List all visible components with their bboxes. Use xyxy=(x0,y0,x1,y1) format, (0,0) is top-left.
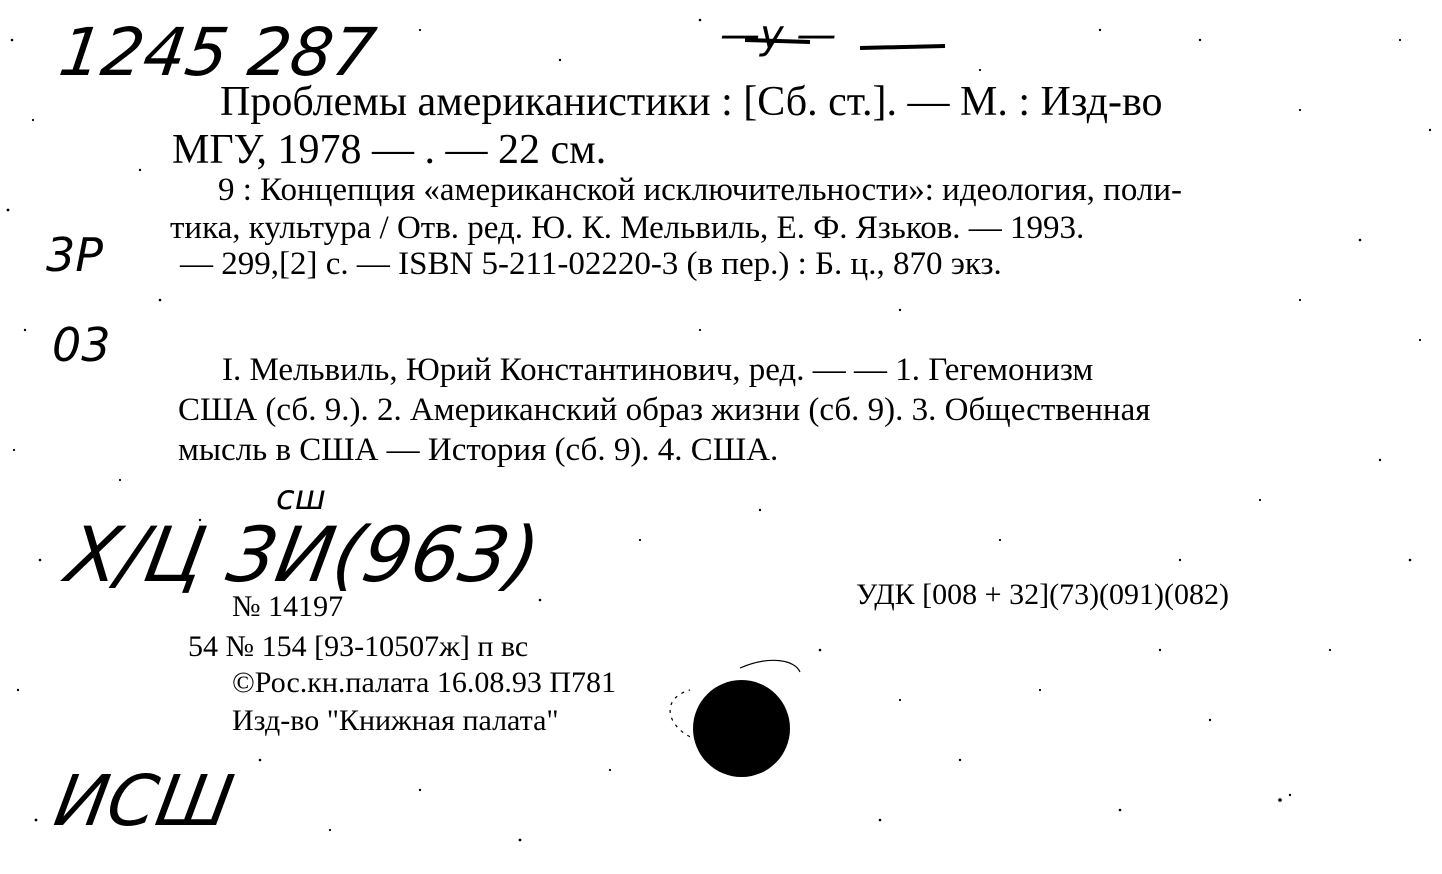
publisher-line: Изд-во "Книжная палата" xyxy=(232,704,559,737)
handwritten-bottom-code: ИСШ xyxy=(48,760,240,842)
registration-line: 54 № 154 [93-10507ж] п вс xyxy=(188,630,529,663)
copyright-line: ©Рос.кн.палата 16.08.93 П781 xyxy=(232,666,617,699)
tracing-line-1: I. Мельвиль, Юрий Константинович, ред. — — 1. Гегемонизм xyxy=(222,352,1094,388)
udk-classification: УДК [008 + 32](73)(091)(082) xyxy=(856,578,1230,611)
handwritten-shelfmark-superscript: сш xyxy=(276,478,326,518)
handwritten-shelfmark: Х/Ц 3И(963) xyxy=(60,510,547,599)
card-punch-hole xyxy=(693,680,790,777)
handwritten-margin-note-1: 3Р xyxy=(46,228,104,282)
handwritten-margin-note-2: 03 xyxy=(52,318,111,372)
volume-line-2: тика, культура / Отв. ред. Ю. К. Мельвиль, Е. Ф. Язьков. — 1993. xyxy=(170,210,1085,246)
volume-line-3: — 299,[2] с. — ISBN 5-211-02220-3 (в пер.) : Б. ц., 870 экз. xyxy=(180,246,1002,282)
tracing-line-3: мысль в США — История (сб. 9). 4. США. xyxy=(178,432,779,468)
title-line-2: МГУ, 1978 — . — 22 см. xyxy=(172,127,607,173)
handwritten-accession-number: 1245 287 xyxy=(54,14,381,91)
handwritten-dash-mark: —у — xyxy=(720,12,837,58)
tracing-line-2: США (сб. 9.). 2. Американский образ жизни (сб. 9). 3. Общественная xyxy=(178,392,1151,428)
volume-line-1: 9 : Концепция «американской исключительности»: идеология, поли- xyxy=(218,172,1183,208)
card-number: № 14197 xyxy=(232,590,344,623)
title-line-1: Проблемы американистики : [Сб. ст.]. — М. : Изд-во xyxy=(220,79,1163,125)
